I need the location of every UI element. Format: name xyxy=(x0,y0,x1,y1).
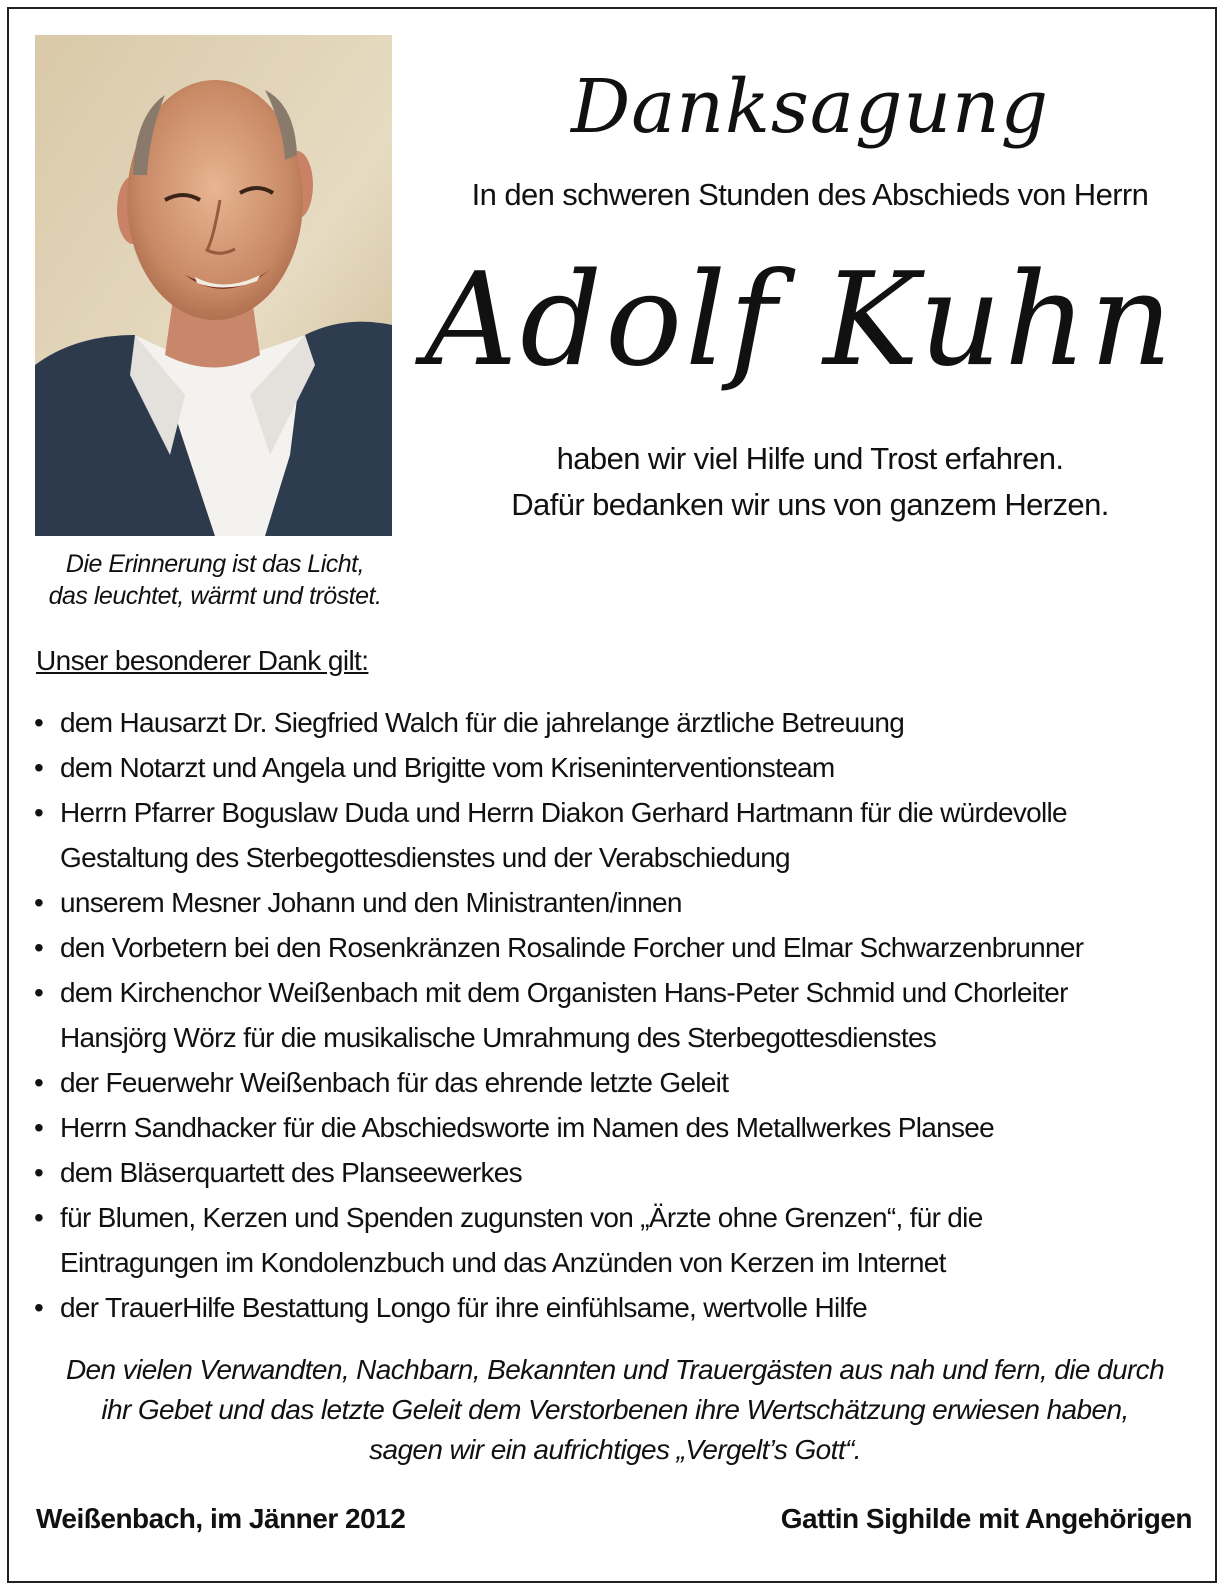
list-item xyxy=(32,1060,1202,1105)
list-item-text: der Feuerwehr Weißenbach für das ehrende letzte Geleit xyxy=(60,1067,729,1098)
portrait-photo xyxy=(35,35,392,536)
list-item xyxy=(32,790,1202,880)
page-title: Danksagung xyxy=(570,64,1050,150)
bullet-icon: • xyxy=(34,797,44,828)
gratitude-text xyxy=(420,436,1200,528)
quote-line: Die Erinnerung ist das Licht, xyxy=(65,550,365,578)
list-item-text: Herrn Pfarrer Boguslaw Duda und Herrn Diakon Gerhard Hartmann für die würdevolle xyxy=(60,797,1067,828)
bullet-icon: • xyxy=(34,707,44,738)
list-item-text: unserem Mesner Johann und den Ministranten/innen xyxy=(60,887,682,918)
list-item xyxy=(32,925,1202,970)
intro-text: In den schweren Stunden des Abschieds von Herrn xyxy=(471,177,1149,212)
list-item xyxy=(32,1285,1202,1330)
bullet-icon: • xyxy=(34,1292,44,1323)
list-item-text: Gestaltung des Sterbegottesdienstes und der Verabschiedung xyxy=(60,842,790,873)
signature: Gattin Sighilde mit Angehörigen xyxy=(780,1503,1192,1534)
bullet-icon: • xyxy=(34,1202,44,1233)
list-item-text: dem Hausarzt Dr. Siegfried Walch für die jahrelange ärztliche Betreuung xyxy=(60,707,905,738)
list-item-text: Eintragungen im Kondolenzbuch und das Anzünden von Kerzen im Internet xyxy=(60,1247,946,1278)
bullet-icon: • xyxy=(34,1067,44,1098)
thanks-heading: Unser besonderer Dank gilt: xyxy=(36,645,369,676)
list-item-text: Hansjörg Wörz für die musikalische Umrahmung des Sterbegottesdienstes xyxy=(60,1022,937,1053)
list-item xyxy=(32,1195,1202,1285)
list-item-text: den Vorbetern bei den Rosenkränzen Rosalinde Forcher und Elmar Schwarzenbrunner xyxy=(60,932,1084,963)
list-item-text: für Blumen, Kerzen und Spenden zugunsten von „Ärzte ohne Grenzen“, für die xyxy=(60,1202,983,1233)
list-item-text: dem Kirchenchor Weißenbach mit dem Organisten Hans-Peter Schmid und Chorleiter xyxy=(60,977,1068,1008)
list-item-text: dem Bläserquartett des Planseewerkes xyxy=(60,1157,522,1188)
list-item xyxy=(32,745,1202,790)
gratitude-line: Dafür bedanken wir uns von ganzem Herzen. xyxy=(511,487,1109,522)
deceased-name: Adolf Kuhn xyxy=(424,246,1176,395)
list-item xyxy=(32,880,1202,925)
memorial-quote xyxy=(20,548,410,612)
list-item-text: Herrn Sandhacker für die Abschiedsworte im Namen des Metallwerkes Plansee xyxy=(60,1112,995,1143)
quote-line: das leuchtet, wärmt und tröstet. xyxy=(48,582,382,610)
thanks-list xyxy=(32,700,1202,1330)
bullet-icon: • xyxy=(34,1112,44,1143)
closing-text xyxy=(40,1350,1190,1470)
bullet-icon: • xyxy=(34,1157,44,1188)
bullet-icon: • xyxy=(34,932,44,963)
bullet-icon: • xyxy=(34,977,44,1008)
bullet-icon: • xyxy=(34,887,44,918)
place-date: Weißenbach, im Jänner 2012 xyxy=(36,1503,406,1534)
list-item xyxy=(32,700,1202,745)
list-item xyxy=(32,970,1202,1060)
bullet-icon: • xyxy=(34,752,44,783)
closing-line: sagen wir ein aufrichtiges „Vergelt’s Gott“. xyxy=(369,1434,861,1465)
list-item xyxy=(32,1105,1202,1150)
closing-line: ihr Gebet und das letzte Geleit dem Verstorbenen ihre Wertschätzung erwiesen haben, xyxy=(101,1394,1129,1425)
gratitude-line: haben wir viel Hilfe und Trost erfahren. xyxy=(556,441,1064,476)
list-item-text: dem Notarzt und Angela und Brigitte vom Kriseninterventionsteam xyxy=(60,752,835,783)
list-item xyxy=(32,1150,1202,1195)
list-item-text: der TrauerHilfe Bestattung Longo für ihre einfühlsame, wertvolle Hilfe xyxy=(60,1292,867,1323)
closing-line: Den vielen Verwandten, Nachbarn, Bekannten und Trauergästen aus nah und fern, die durch xyxy=(65,1354,1165,1385)
